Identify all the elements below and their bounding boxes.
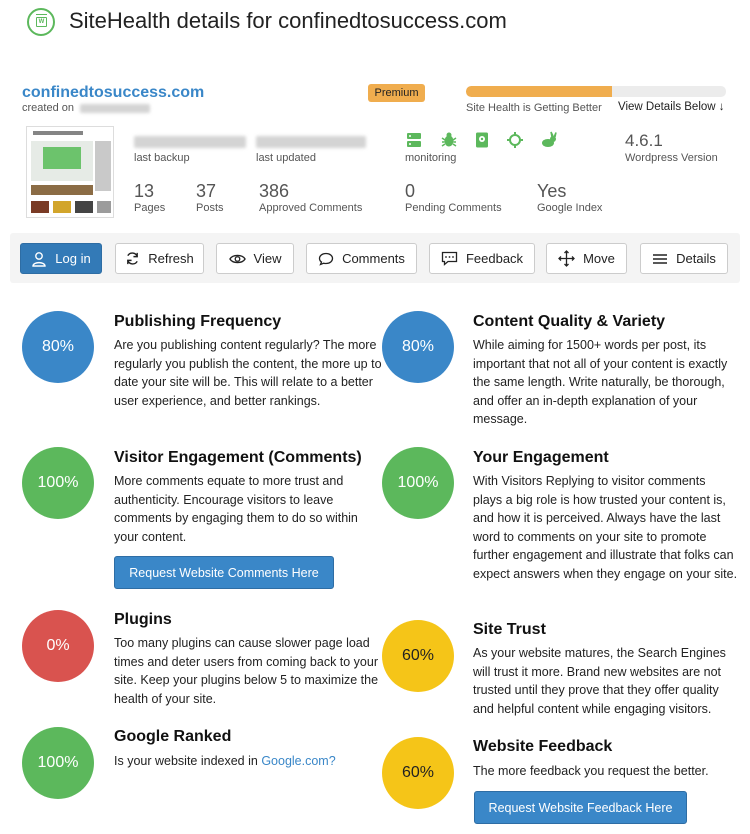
wordpress-version-value: 4.6.1 (625, 131, 663, 150)
site-health-status: Site Health is Getting Better (466, 102, 602, 114)
visitor-engagement-score: 100% (22, 447, 94, 519)
wordpress-version-label: Wordpress Version (625, 152, 718, 164)
refresh-button[interactable] (115, 243, 204, 274)
refresh-label: Refresh (148, 251, 194, 266)
site-domain-link[interactable]: confinedtosuccess.com (22, 84, 205, 101)
premium-badge: Premium (368, 84, 425, 102)
publishing-frequency-score: 80% (22, 311, 94, 383)
google-index-value: Yes (537, 181, 567, 201)
backup-drive-icon[interactable] (473, 131, 491, 149)
plugins-title: Plugins (114, 611, 172, 628)
visitor-engagement-text: More comments equate to more trust and authenticity. Encourage visitors to leave comments by engaging them to do so within your content. (114, 474, 358, 544)
your-engagement-title: Your Engagement (473, 449, 609, 466)
comment-icon (318, 252, 334, 266)
refresh-icon (125, 251, 140, 266)
site-health-progress-bar (466, 86, 726, 97)
website-feedback-score: 60% (382, 737, 454, 809)
your-engagement-text: With Visitors Replying to visitor comments plays a big role is how trusted your content is, and how it is perceived. Always have the last word to comments on your site to promote further engagement and illustrate that folks can expect answers when they engage on your site. (473, 474, 738, 581)
login-label: Log in (55, 251, 91, 266)
pages-label: Pages (134, 202, 166, 214)
google-ranked-text (114, 752, 384, 771)
publishing-frequency-text: Are you publishing content regularly? The more regularly you publish the content, the more up to date your site will be. This will relate to a better user experience, and better rankings. (114, 338, 382, 408)
page-title: SiteHealth details for confinedtosuccess.com (69, 8, 507, 33)
plugins-score: 0% (22, 610, 94, 682)
server-icon[interactable] (405, 131, 423, 149)
created-label: created on (22, 102, 74, 114)
your-engagement-score: 100% (382, 447, 454, 519)
request-comments-button[interactable]: Request Website Comments Here (114, 556, 334, 589)
details-button[interactable] (640, 243, 728, 274)
comments-label: Comments (342, 251, 405, 266)
request-feedback-button[interactable]: Request Website Feedback Here (474, 791, 687, 824)
monitoring-label: monitoring (405, 152, 457, 164)
google-ranked-question: Is your website indexed in (114, 754, 262, 768)
google-link[interactable]: Google.com? (261, 754, 336, 768)
last-updated-label: last updated (256, 152, 316, 164)
site-health-progress-fill (466, 86, 612, 97)
last-backup-label: last backup (134, 152, 190, 164)
approved-comments-label: Approved Comments (259, 202, 363, 214)
bug-icon[interactable] (440, 131, 458, 149)
site-trust-text: As your website matures, the Search Engines will trust it more. Brand new websites are not trusted until they prove that they offer quality and helpful content while engaging visitors. (473, 646, 726, 716)
pending-comments-label: Pending Comments (405, 202, 502, 214)
google-index-label: Google Index (537, 202, 603, 214)
eye-icon (229, 253, 246, 265)
google-ranked-score: 100% (22, 727, 94, 799)
posts-count: 37 (196, 181, 217, 201)
website-feedback-text: The more feedback you request the better. (473, 764, 709, 778)
site-trust-title: Site Trust (473, 621, 546, 638)
last-updated-value (256, 136, 366, 148)
view-details-link[interactable]: View Details Below ↓ (618, 101, 725, 113)
rabbit-speed-icon[interactable] (540, 131, 558, 149)
clipboard-w-icon: W (27, 8, 55, 36)
view-label: View (253, 251, 282, 266)
pages-count: 13 (134, 181, 155, 201)
site-thumbnail[interactable] (26, 126, 114, 218)
crosshair-icon[interactable] (506, 131, 524, 149)
menu-lines-icon (652, 253, 668, 265)
content-quality-title: Content Quality & Variety (473, 313, 666, 330)
site-trust-score: 60% (382, 620, 454, 692)
view-button[interactable] (216, 243, 294, 274)
comments-button[interactable] (306, 243, 417, 274)
blurred-date (80, 104, 150, 113)
created-on (22, 102, 150, 114)
feedback-icon (441, 251, 458, 266)
content-quality-score: 80% (382, 311, 454, 383)
publishing-frequency-title: Publishing Frequency (114, 313, 282, 330)
move-button[interactable] (546, 243, 627, 274)
move-label: Move (583, 251, 615, 266)
google-ranked-title: Google Ranked (114, 728, 232, 745)
pending-comments-count: 0 (405, 181, 416, 201)
login-button[interactable] (20, 243, 102, 274)
content-quality-text: While aiming for 1500+ words per post, its important that not all of your content is exactly the same length. Write naturally, be thorough, and offer an in-depth explanation of your message. (473, 338, 728, 426)
approved-comments-count: 386 (259, 181, 290, 201)
plugins-text: Too many plugins can cause slower page load times and deter users from coming back to your site. Keep your plugins below 5 to maximize the health of your site. (114, 636, 379, 706)
feedback-label: Feedback (465, 251, 524, 266)
page-header (0, 0, 750, 48)
user-icon (31, 251, 47, 267)
visitor-engagement-title: Visitor Engagement (Comments) (114, 449, 362, 466)
posts-label: Posts (196, 202, 224, 214)
last-backup-value (134, 136, 246, 148)
feedback-button[interactable] (429, 243, 535, 274)
website-feedback-title: Website Feedback (473, 738, 613, 755)
details-label: Details (676, 251, 716, 266)
move-arrows-icon (558, 250, 575, 267)
